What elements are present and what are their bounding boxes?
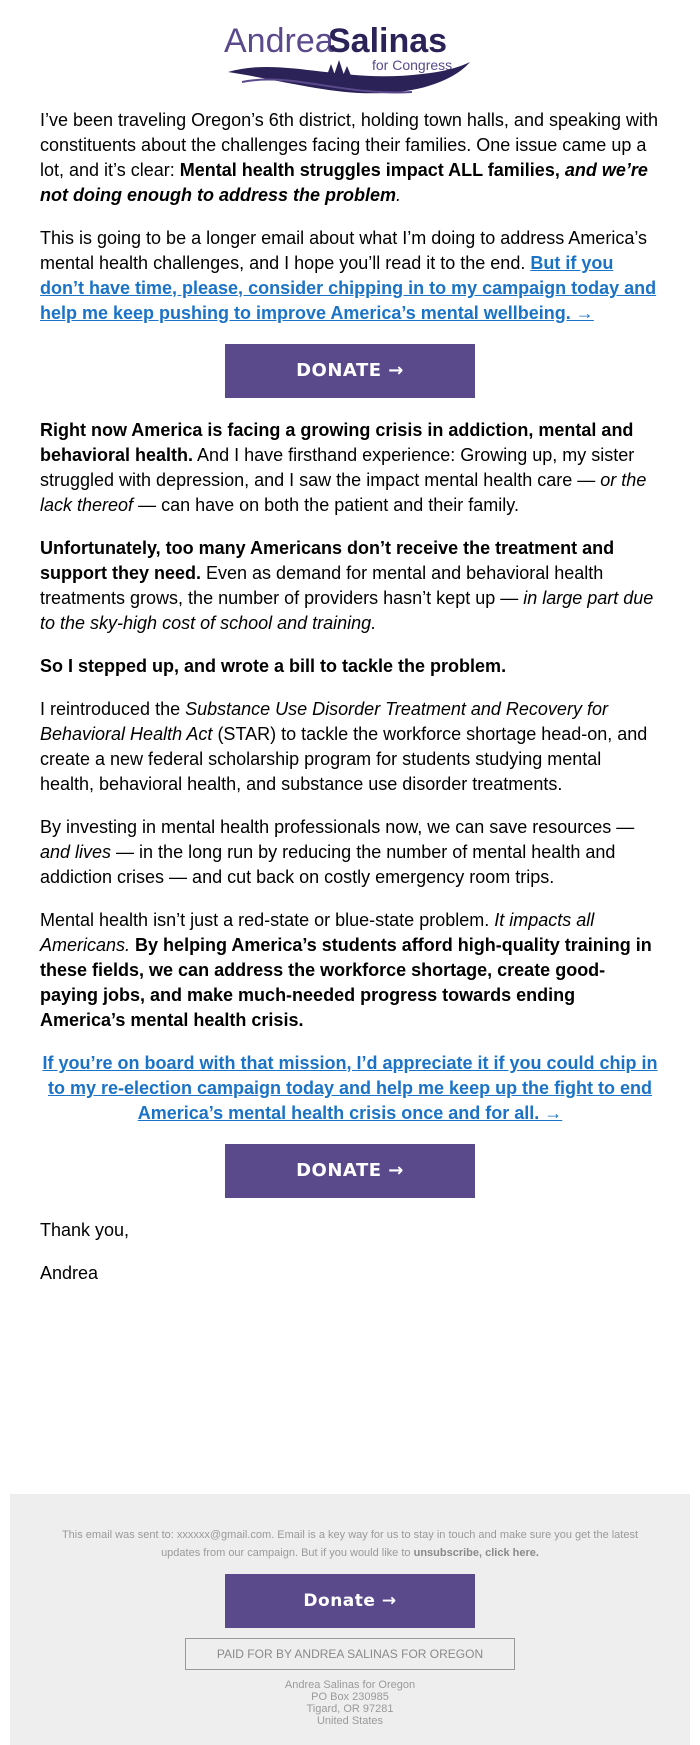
star-act-paragraph: I reintroduced the Substance Use Disorder Treatment and Recovery for Behavioral Health Act (STAR) to tackle the workforce shortage head-on, and create a new federal scholarship program for students studying mental health, behavioral health, and substance use disorder treatments.	[40, 699, 648, 794]
cta-paragraph	[40, 1051, 660, 1126]
donate-link-bottom[interactable]: If you’re on board with that mission, I’d appreciate it if you could chip in to my re-election campaign today and help me keep up the fight to end America’s mental health crisis once and for all. →	[42, 1053, 658, 1123]
donate-button-top[interactable]: DONATE →	[225, 344, 475, 398]
logo-tagline: for Congress	[372, 57, 453, 73]
donate-button-footer[interactable]: Donate →	[225, 1574, 475, 1628]
logo-graphic	[222, 12, 476, 100]
paid-for-disclaimer: PAID FOR BY ANDREA SALINAS FOR OREGON	[185, 1638, 515, 1670]
treatment-paragraph: Unfortunately, too many Americans don’t receive the treatment and support they need. Even as demand for mental and behavioral health treatments grows, the number of providers hasn’t kept up — in large part due to the sky-high cost of school and training.	[40, 538, 654, 633]
email-footer	[10, 1494, 690, 1745]
signature: Andrea	[40, 1263, 99, 1283]
unsubscribe-link[interactable]: unsubscribe, click here.	[413, 1547, 539, 1559]
investing-paragraph: By investing in mental health professionals now, we can save resources — and lives — in the long run by reducing the number of mental health and addiction crises — and cut back on costly emergency room trips.	[40, 817, 635, 887]
mailing-address: Andrea Salinas for Oregon PO Box 230985 Tigard, OR 97281 United States	[284, 1679, 416, 1727]
footer-note: This email was sent to: xxxxxx@gmail.com. Email is a key way for us to stay in touch and make sure you get the latest updates from our campaign. But if you would like to unsubscribe, click here.	[61, 1529, 639, 1559]
crisis-paragraph: Right now America is facing a growing crisis in addiction, mental and behavioral health. And I have firsthand experience: Growing up, my sister struggled with depression, and I saw the impact mental health care — or the lack thereof — can have on both the patient and their family.	[40, 420, 647, 515]
sign-off: Thank you,	[40, 1220, 130, 1240]
email-body	[40, 108, 660, 1304]
logo-last-name: Salinas	[328, 22, 448, 60]
logo-first-name: Andrea	[224, 22, 334, 60]
donate-link-top[interactable]: But if you don’t have time, please, consider chipping in to my campaign today and help me keep pushing to improve America’s mental wellbeing. →	[40, 253, 657, 323]
bill-heading: So I stepped up, and wrote a bill to tackle the problem.	[40, 656, 507, 676]
bipartisan-paragraph: Mental health isn’t just a red-state or blue-state problem. It impacts all Americans. By helping America’s students afford high-quality training in these fields, we can address the workforce shortage, create good-paying jobs, and make much-needed progress towards ending America’s mental health crisis.	[40, 910, 652, 1030]
campaign-logo[interactable]	[222, 12, 476, 100]
recipient-email: xxxxxx@gmail.com	[176, 1529, 272, 1541]
longer-email-paragraph: This is going to be a longer email about what I’m doing to address America’s mental health challenges, and I hope you’ll read it to the end. But if you don’t have time, please, consider chipping in to my campaign today and help me keep pushing to improve America’s mental wellbeing. →	[40, 228, 657, 323]
intro-paragraph: I’ve been traveling Oregon’s 6th district, holding town halls, and speaking with constituents about the challenges facing their families. One issue came up a lot, and it’s clear: Mental health struggles impact ALL families, and we’re not doing enough to address the problem.	[40, 110, 659, 205]
donate-button-bottom[interactable]: DONATE →	[225, 1144, 475, 1198]
